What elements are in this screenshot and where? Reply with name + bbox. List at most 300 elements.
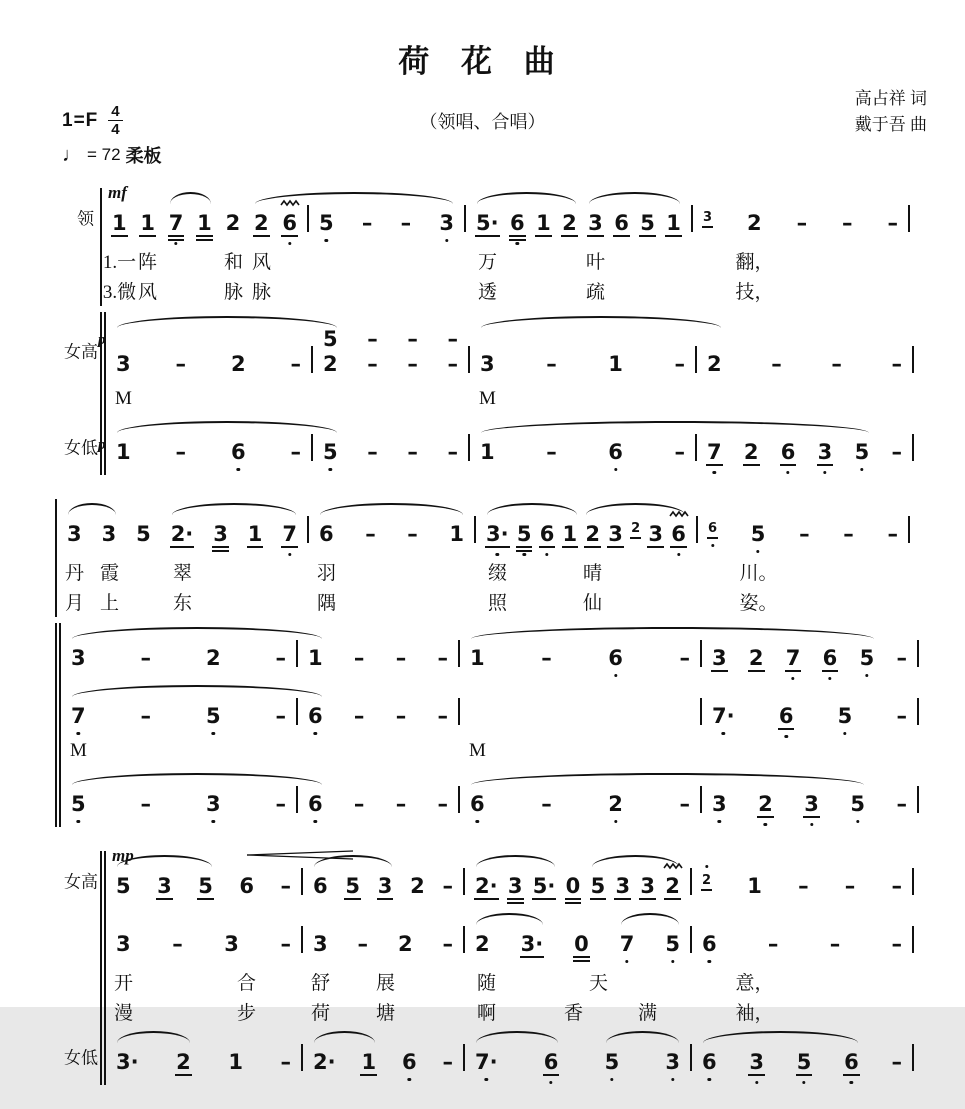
note-value: 5 — [136, 522, 151, 546]
lyric-syllable: 和 — [223, 252, 244, 273]
note-token — [744, 442, 759, 463]
slur-arc — [477, 192, 576, 204]
note-token — [172, 934, 183, 955]
underline — [532, 898, 557, 900]
note-token — [674, 354, 685, 375]
barline — [908, 516, 910, 543]
measure — [460, 648, 700, 669]
note-token — [768, 934, 779, 955]
tempo-marking — [62, 142, 162, 168]
lyrics-row — [57, 557, 957, 587]
note-token — [615, 876, 630, 897]
note-token — [823, 648, 838, 669]
note-token — [308, 648, 323, 669]
note-token — [896, 648, 907, 669]
note-value: – — [887, 211, 898, 235]
note-value: – — [367, 352, 378, 376]
note-token — [361, 1052, 376, 1073]
lyric-syllable: 霞 — [99, 563, 120, 584]
note-value: 3 — [615, 874, 631, 898]
note-value: 5 — [665, 932, 680, 956]
underline — [573, 956, 590, 958]
note-value: – — [546, 440, 557, 464]
note-value: – — [172, 932, 183, 956]
low-octave-dot — [843, 732, 846, 735]
note-value: 6 — [844, 1050, 859, 1074]
underline — [212, 550, 229, 552]
underline — [757, 816, 774, 818]
voice-label: 女低 — [64, 438, 98, 458]
note-value: 3· — [116, 1050, 139, 1074]
note-token — [141, 794, 152, 815]
slur-arc — [72, 627, 322, 639]
note-value: 1 — [247, 522, 263, 546]
underline — [168, 235, 185, 237]
note-value: – — [442, 1050, 453, 1074]
staff-block — [64, 312, 957, 475]
note-value: 6 — [608, 440, 623, 464]
note-token — [591, 876, 606, 897]
underline — [785, 670, 802, 672]
underline — [706, 464, 723, 466]
slur-arc — [487, 503, 577, 515]
note-value: 3 — [608, 522, 623, 546]
note-value: 2 — [665, 874, 680, 898]
voice-label: 女高 — [64, 872, 98, 892]
dynamic-marking: mf — [108, 183, 127, 202]
note-token — [313, 1052, 336, 1073]
lyric-syllable: 丹 — [64, 563, 85, 584]
note-token — [475, 1052, 498, 1073]
note-token — [480, 442, 495, 463]
note-token — [887, 524, 898, 545]
note-token — [169, 213, 184, 234]
note-value: 5 — [750, 522, 766, 546]
lyrics-row — [102, 276, 957, 306]
note-token — [614, 213, 629, 234]
note-value: 3 — [712, 792, 727, 816]
note-value: 1 — [666, 211, 681, 235]
note-value: 6 — [702, 932, 717, 956]
note-value: – — [437, 646, 448, 670]
music-staff-row — [64, 417, 957, 475]
low-octave-dot — [485, 1078, 488, 1081]
note-value: 5 — [796, 1050, 812, 1074]
note-token — [480, 354, 495, 375]
song-title: 荷 花 曲 — [398, 44, 567, 79]
note-token — [308, 706, 323, 727]
measure — [106, 934, 301, 955]
underline — [253, 235, 270, 237]
note-value: 2 — [176, 1050, 191, 1074]
note-value: 3 — [712, 646, 727, 670]
lyric-syllable: 上 — [99, 593, 120, 614]
note-token — [362, 213, 373, 234]
low-octave-dot — [476, 820, 479, 823]
note-value: – — [843, 522, 854, 546]
note-token — [116, 354, 131, 375]
note-token — [751, 524, 766, 545]
tempo-value: = 72 — [87, 145, 121, 164]
note-value: – — [407, 440, 418, 464]
measure — [460, 794, 700, 815]
lyric-syllable: 月 — [64, 593, 85, 614]
note-value: – — [771, 352, 782, 376]
note-value: 6 — [822, 646, 838, 670]
note-value: – — [896, 646, 907, 670]
note-value: 3 — [157, 874, 172, 898]
note-value: 5 — [319, 211, 334, 235]
underline — [247, 546, 264, 548]
note-token — [116, 934, 131, 955]
lyric-syllable: 步 — [236, 1003, 257, 1024]
note-value: 3· — [520, 932, 544, 956]
note-token — [410, 876, 425, 897]
underline — [701, 889, 712, 891]
note-token — [354, 794, 365, 815]
underline — [507, 898, 524, 900]
lyric-syllable: 啊 — [476, 1003, 497, 1024]
underline — [196, 239, 213, 241]
note-token — [563, 524, 578, 545]
underline — [607, 546, 624, 548]
note-value: 2 — [758, 792, 773, 816]
note-token — [541, 648, 552, 669]
note-token — [280, 1052, 291, 1073]
note-value: 2 — [475, 932, 490, 956]
low-octave-dot — [823, 471, 826, 474]
note-value: – — [361, 211, 373, 235]
lyric-syllable: 仙 — [582, 593, 603, 614]
note-token — [544, 1052, 559, 1073]
underline — [584, 546, 601, 548]
slur-arc — [476, 1031, 558, 1043]
underline — [212, 546, 229, 548]
underline — [702, 226, 713, 228]
note-token — [517, 524, 532, 545]
chord-token — [367, 329, 378, 375]
music-staff-row — [64, 312, 957, 387]
note-value: 2· — [170, 522, 194, 546]
note-token — [536, 213, 551, 234]
lyric-syllable: 叶 — [585, 252, 606, 273]
lyrics-row — [106, 967, 957, 997]
note-value: 2 — [748, 646, 764, 670]
note-token — [608, 648, 623, 669]
note-value: – — [353, 704, 365, 728]
note-token — [275, 794, 286, 815]
measure — [102, 213, 307, 234]
note-token — [850, 794, 865, 815]
note-token — [797, 1052, 812, 1073]
note-value: 7 — [282, 522, 297, 546]
lyric-syllable: 万 — [477, 252, 498, 273]
underline — [630, 537, 641, 539]
note-value: 7 — [168, 211, 184, 235]
low-octave-dot — [708, 1078, 711, 1081]
note-token — [224, 934, 239, 955]
low-octave-dot — [671, 1078, 674, 1081]
note-token — [282, 213, 297, 234]
low-octave-dot — [786, 471, 789, 474]
measure — [313, 442, 468, 463]
note-token — [71, 648, 86, 669]
underline — [281, 235, 298, 237]
note-token — [470, 648, 485, 669]
note-value: – — [674, 440, 685, 464]
slur-arc — [170, 192, 211, 204]
note-token — [799, 524, 810, 545]
note-value: – — [290, 440, 301, 464]
note-value: – — [447, 327, 458, 351]
note-value: – — [796, 211, 808, 235]
note-token — [665, 876, 680, 897]
note-token — [116, 1052, 139, 1073]
note-value: 2 — [631, 521, 641, 536]
barline — [912, 346, 914, 373]
low-octave-dot — [496, 553, 499, 556]
note-value: – — [290, 352, 301, 376]
low-octave-dot — [791, 677, 794, 680]
slur-arc — [117, 316, 337, 328]
low-octave-dot — [708, 960, 711, 963]
note-token — [231, 442, 246, 463]
slur-arc — [703, 1031, 858, 1043]
low-octave-dot — [764, 823, 767, 826]
low-octave-dot — [860, 468, 863, 471]
note-token — [402, 1052, 417, 1073]
measure — [470, 442, 695, 463]
measure — [298, 794, 458, 815]
lyric-syllable: 袖， — [735, 1003, 774, 1024]
note-token — [771, 354, 782, 375]
low-octave-dot — [711, 544, 714, 547]
underline — [587, 235, 604, 237]
underline — [561, 235, 578, 237]
note-token — [116, 442, 131, 463]
note-token — [679, 794, 690, 815]
underline — [707, 537, 718, 539]
lyric-syllable: M — [115, 388, 132, 409]
note-value: 3 — [640, 874, 655, 898]
note-token — [206, 706, 221, 727]
underline — [535, 235, 552, 237]
tempo-style: 柔板 — [125, 146, 162, 166]
note-value: 7 — [71, 704, 86, 728]
underline — [111, 235, 128, 237]
note-token — [275, 706, 286, 727]
barline — [908, 205, 910, 232]
note-token — [712, 706, 735, 727]
note-value: 5· — [532, 874, 556, 898]
note-value: 1 — [228, 1050, 243, 1074]
note-token — [437, 706, 448, 727]
note-token — [112, 213, 127, 234]
underline — [507, 902, 524, 904]
measure — [303, 876, 463, 897]
high-octave-dot — [705, 865, 708, 868]
low-octave-dot — [677, 553, 680, 556]
note-token — [620, 934, 635, 955]
underline — [377, 898, 394, 900]
note-token — [897, 706, 908, 727]
measure — [313, 329, 468, 375]
lyric-syllable: 意， — [735, 973, 774, 994]
note-token — [891, 442, 902, 463]
note-value: – — [407, 522, 418, 546]
lyric-syllable: 天 — [588, 973, 609, 994]
underline — [803, 816, 820, 818]
note-token — [562, 213, 577, 234]
note-token — [401, 213, 412, 234]
lyric-syllable: 缀 — [487, 563, 508, 584]
low-octave-dot — [614, 820, 617, 823]
time-signature — [108, 104, 122, 137]
note-token — [679, 648, 690, 669]
note-token — [608, 794, 623, 815]
note-token — [510, 213, 525, 234]
note-token — [671, 524, 686, 545]
lyric-syllable: 隅 — [316, 593, 337, 614]
note-value: 5· — [476, 211, 499, 235]
low-octave-dot — [802, 1081, 805, 1084]
note-token — [136, 524, 151, 545]
note-token — [786, 648, 801, 669]
low-octave-dot — [722, 732, 725, 735]
slur-arc — [589, 192, 680, 204]
note-value: 3 — [439, 211, 454, 235]
note-value: – — [400, 211, 412, 235]
note-value: 5 — [116, 874, 131, 898]
underline — [843, 1074, 860, 1076]
note-token — [843, 524, 854, 545]
note-value: – — [275, 704, 286, 728]
lyric-syllable: 开 — [113, 973, 134, 994]
note-value: 6 — [614, 211, 629, 235]
note-token — [702, 1052, 717, 1073]
underline — [639, 235, 656, 237]
lyric-syllable: 舒 — [310, 973, 331, 994]
note-token — [486, 524, 509, 545]
note-value: 5 — [590, 874, 606, 898]
note-token — [358, 934, 369, 955]
note-token — [308, 794, 323, 815]
note-value: 6 — [239, 874, 254, 898]
barline — [912, 434, 914, 461]
measure — [303, 1052, 463, 1073]
note-value: – — [280, 932, 291, 956]
note-token — [354, 648, 365, 669]
low-octave-dot — [516, 242, 519, 245]
note-value: – — [546, 352, 557, 376]
slur-arc — [117, 1031, 190, 1043]
note-value: 3 — [480, 352, 495, 376]
note-value: 6 — [308, 704, 323, 728]
low-octave-dot — [810, 823, 813, 826]
note-token — [781, 442, 796, 463]
music-system — [0, 846, 965, 1085]
note-token — [533, 876, 556, 897]
note-value: 1 — [470, 646, 485, 670]
note-value: 3 — [703, 210, 713, 225]
note-token — [665, 934, 680, 955]
slur-arc — [476, 855, 555, 867]
note-token — [758, 794, 773, 815]
note-token — [707, 442, 722, 463]
note-value: 2 — [707, 352, 722, 376]
note-token — [443, 876, 454, 897]
barline — [912, 1044, 914, 1071]
note-value: – — [175, 352, 187, 376]
chord-token — [407, 329, 418, 375]
note-token — [892, 1052, 903, 1073]
music-staff-row — [61, 623, 957, 681]
note-token — [378, 876, 393, 897]
underline — [562, 546, 579, 548]
note-value: – — [767, 932, 779, 956]
measure — [692, 873, 912, 898]
underline — [516, 546, 533, 548]
note-value: – — [829, 932, 841, 956]
underline — [796, 1074, 813, 1076]
note-token — [640, 876, 655, 897]
note-token — [707, 354, 722, 375]
note-value: 6 — [539, 522, 555, 546]
note-token — [674, 442, 685, 463]
note-value: – — [367, 440, 378, 464]
note-token — [855, 442, 870, 463]
underline — [748, 1074, 765, 1076]
slur-arc — [255, 192, 453, 204]
note-token — [365, 524, 376, 545]
music-system — [0, 499, 965, 827]
note-value: 3 — [213, 522, 228, 546]
note-token — [470, 794, 485, 815]
measure — [693, 210, 908, 235]
note-token — [213, 524, 228, 545]
note-token — [67, 524, 82, 545]
slur-arc — [606, 1031, 679, 1043]
note-value: 6 — [671, 522, 686, 546]
lyric-syllable: 翠 — [172, 563, 193, 584]
note-value: 0 — [565, 874, 581, 898]
barline — [912, 926, 914, 953]
note-token — [141, 706, 152, 727]
note-value: 2 — [747, 211, 762, 235]
note-value: 6 — [702, 1050, 717, 1074]
note-value: 5 — [516, 522, 532, 546]
slur-arc — [592, 855, 679, 867]
voice-label: 领 — [77, 209, 94, 229]
low-octave-dot — [288, 242, 291, 245]
music-staff-row — [106, 909, 957, 967]
barline — [917, 786, 919, 813]
underline — [196, 235, 213, 237]
lyrics-row — [102, 246, 957, 276]
note-value: 5 — [198, 874, 213, 898]
note-token — [608, 354, 623, 375]
lyric-syllable: 脉 — [251, 282, 272, 303]
note-token — [666, 213, 681, 234]
measure — [106, 1052, 301, 1073]
note-value: 2· — [475, 874, 498, 898]
note-value: – — [831, 352, 842, 376]
note-token — [608, 524, 623, 545]
note-token — [171, 524, 194, 545]
note-value: 3 — [313, 932, 328, 956]
measure — [465, 934, 690, 955]
underline — [516, 550, 533, 552]
